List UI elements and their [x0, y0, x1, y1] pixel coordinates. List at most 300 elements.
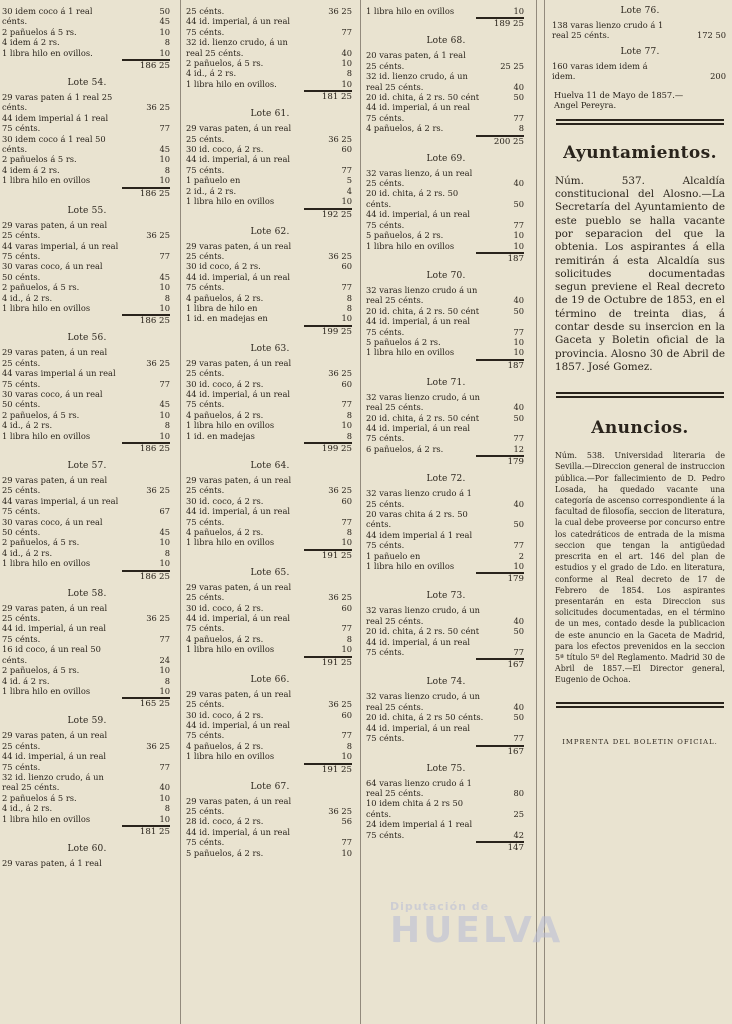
lot-line-amount: 77	[159, 633, 170, 644]
lot-line-text: 20 id. chita, á 2 rs. 50 cént	[366, 626, 480, 637]
lot-line	[2, 241, 172, 251]
lot-line	[2, 665, 172, 675]
lot-line	[186, 134, 354, 144]
lot-line-amount	[134, 261, 172, 271]
lot-line-text: 16 id coco, á un real 50	[2, 644, 101, 655]
lot-line-amount: 10	[159, 558, 170, 569]
section-title-ayuntamientos: Ayuntamientos.	[563, 142, 717, 163]
lot-line-text: 75 cénts.	[186, 399, 225, 410]
lot-line-amount: 50	[513, 412, 524, 423]
lot-line-amount: 10	[159, 175, 170, 186]
lot-line	[2, 347, 172, 357]
lot-line-amount	[488, 778, 526, 788]
lot-line-amount	[316, 241, 354, 251]
lot-line-text: 1 libra hilo en ovillos	[186, 644, 275, 655]
lot-line	[2, 154, 172, 164]
lot-line-amount: 25 25	[500, 60, 524, 71]
lot-heading: Lote 58.	[67, 588, 107, 599]
lot-line	[366, 168, 526, 178]
section-title-anuncios: Anuncios.	[591, 418, 689, 439]
lot-line	[2, 303, 172, 313]
lot-line	[366, 691, 526, 701]
lot-line-amount: 40	[513, 81, 524, 92]
lot-line-amount: 10	[159, 430, 170, 441]
column-rule	[544, 0, 545, 1024]
lot-line-text: 4 id., á 2 rs.	[2, 803, 53, 814]
lot-line	[2, 548, 172, 558]
lot-line	[2, 113, 172, 123]
lot-line-text: 1 libra hilo en ovillos	[366, 6, 455, 16]
lot-line	[366, 647, 526, 657]
lot-line	[2, 814, 172, 824]
lot-heading: Lote 63.	[250, 343, 290, 354]
lot-line	[2, 475, 172, 485]
lot-line-amount: 77	[341, 837, 352, 848]
lot-block	[2, 331, 172, 455]
lot-line	[2, 431, 172, 441]
lot-line-amount	[316, 475, 354, 485]
lot-line	[2, 293, 172, 303]
lot-block	[186, 107, 354, 220]
lot-line-amount: 10	[159, 154, 170, 165]
lot-line-amount: 77	[513, 540, 524, 551]
lot-line	[186, 537, 354, 547]
lot-line-amount: 40	[513, 402, 524, 413]
lot-line-text: 44 varas imperial, á un real	[2, 495, 119, 506]
lot-line	[2, 389, 172, 399]
lot-line-amount: 8	[346, 740, 352, 751]
lot-line-text: 2 pañuelos, á 5 rs.	[2, 409, 80, 420]
lot-total	[366, 358, 526, 372]
lot-line-amount: 10	[341, 644, 352, 655]
lot-line	[366, 519, 526, 529]
lot-line-text: 2 pañuelos, á 5 rs.	[2, 665, 80, 676]
lot-line-amount: 36 25	[328, 699, 352, 710]
lot-line-text: 75 cénts.	[186, 516, 225, 527]
lot-line	[2, 751, 172, 761]
lot-line-text: 25 cénts.	[2, 740, 41, 751]
lot-line-amount: 10	[513, 336, 524, 347]
lot-line-text: 44 id. imperial, á un real	[366, 422, 471, 433]
lot-line-text: 4 pañuelos, á 2 rs.	[186, 633, 264, 644]
lot-line	[186, 48, 354, 58]
lot-line-text: 29 varas paten, á un real	[2, 347, 108, 358]
lot-line-text: 25 cénts.	[186, 133, 225, 144]
lot-line-text: 44 id. imperial, á un real	[186, 154, 291, 165]
lot-line	[366, 530, 526, 540]
lot-line-text: 1 libra hilo en ovillos	[366, 347, 455, 358]
lot-line	[2, 506, 172, 516]
lot-line-text: 25 cénts.	[186, 699, 225, 710]
lot-line	[366, 402, 526, 412]
lot-line	[2, 782, 172, 792]
lot-heading: Lote 68.	[426, 36, 466, 47]
lot-line-text: 20 id. chita, á 2 rs. 50 cént	[366, 412, 480, 423]
lot-line	[186, 241, 354, 251]
lot-line	[366, 488, 526, 498]
lot-line	[186, 165, 354, 175]
lot-line	[2, 686, 172, 696]
lot-line-text: cénts.	[366, 808, 392, 819]
lot-line	[366, 433, 526, 443]
lot-line-text: 75 cénts.	[366, 326, 405, 337]
lot-line-text: 30 idem coco á 1 real	[2, 6, 93, 16]
lot-line-text: 44 id. imperial, á un real	[186, 16, 291, 27]
lot-line	[366, 444, 526, 454]
lot-line-amount: 10	[159, 792, 170, 803]
lot-line	[366, 702, 526, 712]
lot-line	[2, 165, 172, 175]
lot-line-amount: 60	[341, 495, 352, 506]
lot-line	[186, 634, 354, 644]
lot-line-text: 75 cénts.	[366, 733, 405, 744]
lot-heading: Lote 70.	[426, 270, 466, 281]
lot-line-text: 20 id. chita, á 2 rs. 50	[366, 188, 459, 199]
lot-line	[2, 527, 172, 537]
lot-heading: Lote 60.	[67, 843, 107, 854]
lot-line-text: 1 pañuelo en	[186, 175, 241, 186]
lot-line-text: cénts.	[2, 144, 28, 155]
lot-line	[2, 272, 172, 282]
lot-line-amount: 10	[159, 665, 170, 676]
lot-line	[186, 16, 354, 26]
lot-line	[2, 282, 172, 292]
lot-line-amount: 10	[341, 313, 352, 324]
lot-line-text: 29 varas paten, á un real	[2, 219, 108, 230]
lot-line	[366, 637, 526, 647]
lot-line-text: 4 pañuelos, á 2 rs.	[186, 292, 264, 303]
lot-line-text: 44 id. imperial, á un real	[366, 209, 471, 220]
lot-line-amount	[134, 241, 172, 251]
lot-line	[366, 113, 526, 123]
lot-line	[552, 61, 728, 71]
lot-heading: Lote 61.	[250, 109, 290, 120]
lot-line	[366, 509, 526, 519]
section-divider	[556, 392, 724, 398]
lot-block	[2, 0, 172, 72]
lot-line-text: 1 libra hilo en ovillos	[366, 240, 455, 251]
lot-heading: Lote 77.	[620, 46, 660, 57]
lot-line-amount	[488, 509, 526, 519]
lot-line-text: 10 idem chita á 2 rs 50	[366, 798, 464, 809]
lot-line-amount: 77	[341, 516, 352, 527]
lot-line-amount	[134, 475, 172, 485]
lot-line	[366, 626, 526, 636]
lot-block	[366, 675, 526, 757]
lot-line-amount: 77	[513, 326, 524, 337]
lot-line-text: 29 varas paten á 1 real 25	[2, 92, 113, 103]
lot-line	[2, 496, 172, 506]
lot-line-amount: 50	[513, 519, 524, 530]
lot-line-amount: 4	[346, 185, 352, 196]
lot-line-amount: 8	[164, 420, 170, 431]
lot-line-text: 75 cénts.	[2, 250, 41, 261]
lot-line-amount: 36 25	[328, 6, 352, 16]
lot-line	[186, 592, 354, 602]
lot-line	[2, 251, 172, 261]
lot-heading: Lote 65.	[250, 567, 290, 578]
lot-line-text: 30 varas coco, á un real	[2, 516, 103, 527]
lot-block	[2, 587, 172, 711]
lot-line-amount	[134, 92, 172, 102]
lot-line-text: 29 varas paten, á un real	[186, 688, 292, 699]
lot-heading: Lote 72.	[426, 474, 466, 485]
lot-line	[366, 295, 526, 305]
lot-line-text: 75 cénts.	[366, 829, 405, 840]
lot-line-text: 25 cénts.	[186, 368, 225, 379]
lot-line-text: real 25 cénts.	[552, 30, 610, 41]
lot-heading: Lote 69.	[426, 153, 466, 164]
lot-line	[2, 368, 172, 378]
lot-line-amount	[488, 50, 526, 60]
lot-total-value: 199 25	[304, 442, 352, 455]
lot-block	[186, 225, 354, 338]
lot-line	[2, 655, 172, 665]
lot-line-text: 1 libra hilo en ovillos	[2, 302, 91, 313]
anuncios-notice: Núm. 538. Universidad literaria de Sevilla.—Direccion general de instruccion pública.—Por fallecimiento de D. Pedro Losada, ha quedado vacante una categoría de ascenso correspondiente á la facultad de filosofía, seccion de literatura, la cual debe proveerse por concurso entre los catedráticos de entrada de la misma seccion que tengan la antigüedad prescrita en el art. 146 del plan de estudios y el grado de Ldo. en literatura, conforme al Real decreto de 17 de Febrero de 1854. Los aspirantes presentarán en esta Direccion sus solicitudes documentadas, en el término de un mes, contado desde la publicacion de este anuncio en la Gaceta de Madrid, para los efectos prevenidos en la seccion 5ª título 5º del Reglamento. Madrid 30 de Abril de 1857.—El Director general, Eugenio de Ochoa.	[555, 451, 725, 685]
lot-line	[2, 644, 172, 654]
lot-heading: Lote 74.	[426, 677, 466, 688]
lot-line-text: 30 varas coco, á un real	[2, 388, 103, 399]
lot-line	[186, 68, 354, 78]
lot-line-amount	[488, 71, 526, 81]
lot-line	[186, 603, 354, 613]
lot-heading: Lote 76.	[620, 6, 660, 16]
lot-total-value: 167	[476, 658, 524, 671]
printer-imprint: IMPRENTA DEL BOLETIN OFICIAL.	[562, 737, 718, 746]
lot-line-text: 4 pañuelos, á 2 rs.	[366, 123, 444, 134]
lot-line	[186, 710, 354, 720]
lot-block	[186, 673, 354, 776]
lot-line-amount	[488, 723, 526, 733]
lot-line-text: cénts.	[2, 102, 28, 113]
lot-line-text: 75 cénts.	[2, 378, 41, 389]
lot-line-amount: 77	[341, 399, 352, 410]
lot-line	[2, 6, 172, 16]
lot-line-amount: 36 25	[328, 485, 352, 496]
lot-line-text: 75 cénts.	[186, 730, 225, 741]
lot-line-text: 75 cénts.	[366, 433, 405, 444]
lot-line	[186, 368, 354, 378]
lot-line-text: 24 idem imperial á 1 real	[366, 819, 473, 830]
lot-line-amount: 10	[341, 196, 352, 207]
lot-line-amount	[134, 134, 172, 144]
lot-line	[186, 58, 354, 68]
lot-line-text: 44 id. imperial, á un real	[2, 623, 107, 634]
lot-line-amount	[134, 389, 172, 399]
lot-line-amount: 77	[341, 164, 352, 175]
lot-line	[2, 772, 172, 782]
lot-block	[366, 472, 526, 585]
lot-line-text: 1 libra hilo en ovillos	[2, 175, 91, 186]
lot-total-value: 186 25	[122, 187, 170, 200]
lot-line-amount: 8	[346, 633, 352, 644]
lot-line-text: 50 cénts.	[2, 271, 41, 282]
lot-line	[2, 16, 172, 26]
lot-line-amount: 40	[159, 782, 170, 793]
lot-line-amount: 36 25	[146, 230, 170, 241]
lot-line-amount	[134, 347, 172, 357]
lot-total	[2, 186, 172, 200]
lot-line-text: 75 cénts.	[186, 623, 225, 634]
lot-line-text: 4 idem á 2 rs.	[2, 37, 60, 48]
column-3	[366, 0, 526, 854]
lot-line-text: real 25 cénts.	[2, 782, 60, 793]
lot-total	[366, 571, 526, 585]
lot-line-amount: 10	[513, 561, 524, 572]
lot-line-amount: 8	[164, 675, 170, 686]
lot-total-value: 179	[476, 572, 524, 585]
lot-line	[186, 186, 354, 196]
lot-line-amount: 10	[513, 230, 524, 241]
lot-line-text: 25 cénts.	[2, 357, 41, 368]
lot-line	[366, 423, 526, 433]
lot-line-text: 30 varas coco, á un real	[2, 261, 103, 272]
lot-total-value: 199 25	[304, 325, 352, 338]
lot-line-amount: 5	[346, 175, 352, 186]
lot-line	[186, 741, 354, 751]
lot-line-amount: 36 25	[146, 102, 170, 113]
lot-line-text: 25 cénts.	[186, 805, 225, 816]
lot-line-amount	[316, 272, 354, 282]
lot-line-amount	[134, 603, 172, 613]
lot-line-text: 44 id. imperial, á un real	[186, 388, 291, 399]
lot-line-text: 1 libra hilo en ovillos	[2, 685, 91, 696]
lot-line-text: 29 varas paten, á un real	[2, 730, 108, 741]
lot-line-text: 20 id. chita, á 2 rs. 50 cént	[366, 92, 480, 103]
lot-line-amount: 200	[710, 71, 726, 82]
lot-line	[366, 123, 526, 133]
lot-block	[186, 780, 354, 858]
lot-line	[2, 92, 172, 102]
lot-line	[366, 347, 526, 357]
lot-line	[186, 837, 354, 847]
lot-total	[2, 569, 172, 583]
lot-line-text: 25 cénts.	[186, 485, 225, 496]
lot-line	[366, 819, 526, 829]
lot-line	[186, 751, 354, 761]
section-divider	[556, 702, 724, 708]
lot-line-amount: 40	[513, 498, 524, 509]
lot-line-amount	[488, 102, 526, 112]
lot-line-amount: 45	[159, 399, 170, 410]
lot-line	[366, 285, 526, 295]
lot-line	[366, 499, 526, 509]
lot-block	[366, 376, 526, 468]
lot-line	[2, 37, 172, 47]
lot-heading: Lote 56.	[67, 333, 107, 344]
lot-line-text: 44 id. imperial, á un real	[186, 613, 291, 624]
lot-line-amount: 45	[159, 16, 170, 27]
lot-heading: Lote 75.	[426, 763, 466, 774]
lot-line-text: 32 id. lienzo crudo, á un	[2, 771, 104, 782]
lot-line-text: 2 pañuelos, á 5 rs.	[2, 282, 80, 293]
lot-line	[186, 154, 354, 164]
lot-total	[366, 454, 526, 468]
lot-block	[366, 152, 526, 265]
lot-line	[366, 220, 526, 230]
lot-total	[2, 441, 172, 455]
lot-heading: Lote 62.	[250, 226, 290, 237]
lot-total	[2, 824, 172, 838]
lot-line	[366, 616, 526, 626]
lot-line-amount: 10	[341, 537, 352, 548]
lot-line	[186, 379, 354, 389]
lot-line-text: 4 id., á 2 rs.	[186, 68, 237, 79]
lot-line	[186, 27, 354, 37]
lot-line	[366, 392, 526, 402]
lot-line-text: 20 varas chita á 2 rs. 50	[366, 509, 468, 519]
lot-line-text: 29 varas paten, á un real	[186, 795, 292, 806]
lot-total	[366, 16, 526, 30]
lot-line-amount: 77	[341, 282, 352, 293]
lot-line-text: 75 cénts.	[186, 26, 225, 37]
lot-line	[2, 220, 172, 230]
lot-total-value: 186 25	[122, 314, 170, 327]
lot-line	[366, 188, 526, 198]
lot-line-text: 75 cénts.	[2, 506, 41, 517]
lot-line-amount	[488, 188, 526, 198]
lot-line	[186, 313, 354, 323]
lot-heading: Lote 64.	[250, 461, 290, 471]
lot-line-amount: 77	[513, 433, 524, 444]
lot-line-amount: 60	[341, 378, 352, 389]
lot-line	[2, 558, 172, 568]
lot-line-amount: 8	[346, 430, 352, 441]
lot-total	[2, 696, 172, 710]
lot-line-amount	[134, 220, 172, 230]
lot-line-text: 4 pañuelos, á 2 rs.	[186, 740, 264, 751]
lot-line-amount: 8	[346, 292, 352, 303]
lot-line-text: 6 pañuelos, á 2 rs.	[366, 443, 444, 454]
lot-line-text: 20 varas paten, á 1 real	[366, 50, 466, 61]
lot-line-text: 32 varas lienzo crudo, á un	[366, 691, 481, 702]
lot-line	[366, 712, 526, 722]
lot-line-amount: 80	[513, 787, 524, 798]
lot-line-amount: 77	[513, 733, 524, 744]
lot-line-amount	[488, 691, 526, 701]
lot-line-amount	[488, 209, 526, 219]
lot-line-amount: 50	[513, 305, 524, 316]
lot-line	[2, 144, 172, 154]
lot-line-text: 30 id. coco, á 2 rs.	[186, 144, 264, 155]
lot-line-amount	[316, 389, 354, 399]
lot-line	[366, 809, 526, 819]
lot-line	[186, 37, 354, 47]
lot-line	[366, 413, 526, 423]
lot-line-text: 28 id. coco, á 2 rs.	[186, 816, 264, 827]
lot-line-text: 75 cénts.	[366, 112, 405, 123]
lot-line	[2, 134, 172, 144]
lot-line	[186, 293, 354, 303]
lot-line-amount	[488, 605, 526, 615]
lot-line	[366, 61, 526, 71]
lot-line	[2, 230, 172, 240]
lot-line-text: 29 varas paten, á un real	[186, 123, 292, 134]
lot-heading: Lote 55.	[67, 205, 107, 216]
column-rule	[536, 0, 537, 1024]
lot-line	[366, 788, 526, 798]
lot-block	[366, 269, 526, 372]
lot-line-text: 32 varas lienzo, á un real	[366, 167, 473, 178]
lot-line-text: real 25 cénts.	[366, 701, 424, 712]
lot-line-amount	[488, 423, 526, 433]
lot-line-text: 44 varas imperial á un real	[2, 368, 116, 379]
lot-line-amount: 8	[346, 527, 352, 538]
lot-line-text: 160 varas idem idem á	[552, 60, 648, 71]
lot-line	[186, 506, 354, 516]
lot-block	[2, 714, 172, 838]
